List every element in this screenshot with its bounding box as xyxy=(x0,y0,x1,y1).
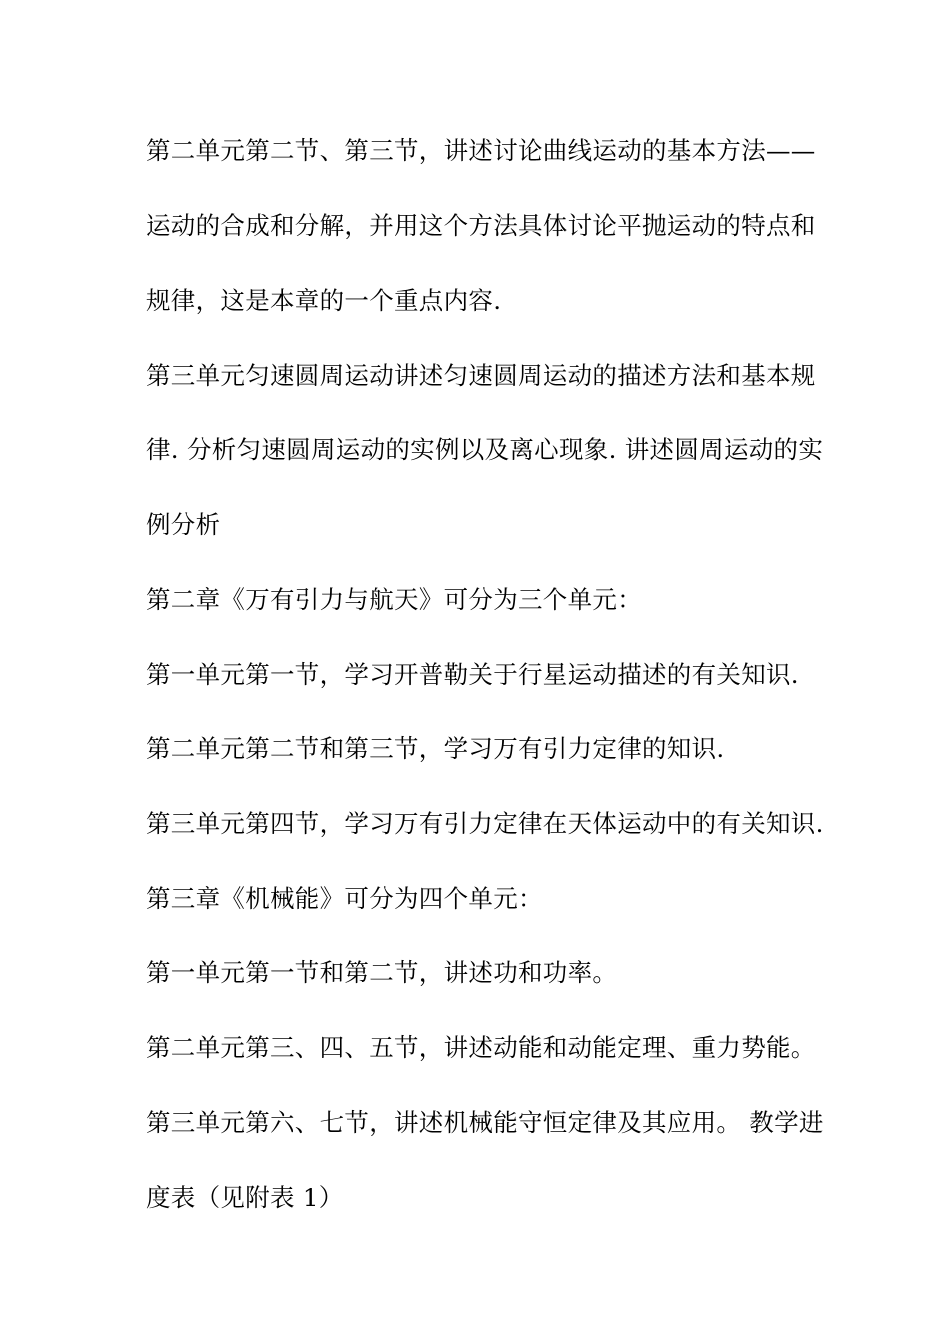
text-line-2: 运动的合成和分解，并用这个方法具体讨论平抛运动的特点和 xyxy=(146,211,816,240)
text-line-5: 律. 分析匀速圆周运动的实例以及离心现象. 讲述圆周运动的实 xyxy=(146,435,824,464)
text-line-3: 规律，这是本章的一个重点内容. xyxy=(146,286,502,315)
chapter-2-heading: 第二章《万有引力与航天》可分为三个单元： xyxy=(146,585,642,614)
text-line-4: 第三单元匀速圆周运动讲述匀速圆周运动的描述方法和基本规 xyxy=(146,361,816,390)
text-line-10: 第三单元第四节，学习万有引力定律在天体运动中的有关知识. xyxy=(146,809,824,838)
text-line-9: 第二单元第二节和第三节，学习万有引力定律的知识. xyxy=(146,734,725,763)
text-line-15: 度表（见附表 1） xyxy=(146,1183,344,1212)
chapter-3-heading: 第三章《机械能》可分为四个单元： xyxy=(146,884,543,913)
text-line-1: 第二单元第二节、第三节，讲述讨论曲线运动的基本方法—— xyxy=(146,136,816,165)
text-line-14: 第三单元第六、七节，讲述机械能守恒定律及其应用。 教学进 xyxy=(146,1108,824,1137)
text-line-6: 例分析 xyxy=(146,510,221,539)
text-line-12: 第一单元第一节和第二节，讲述功和功率。 xyxy=(146,958,618,987)
text-line-8: 第一单元第一节，学习开普勒关于行星运动描述的有关知识. xyxy=(146,660,799,689)
text-line-13: 第二单元第三、四、五节，讲述动能和动能定理、重力势能。 xyxy=(146,1033,816,1062)
